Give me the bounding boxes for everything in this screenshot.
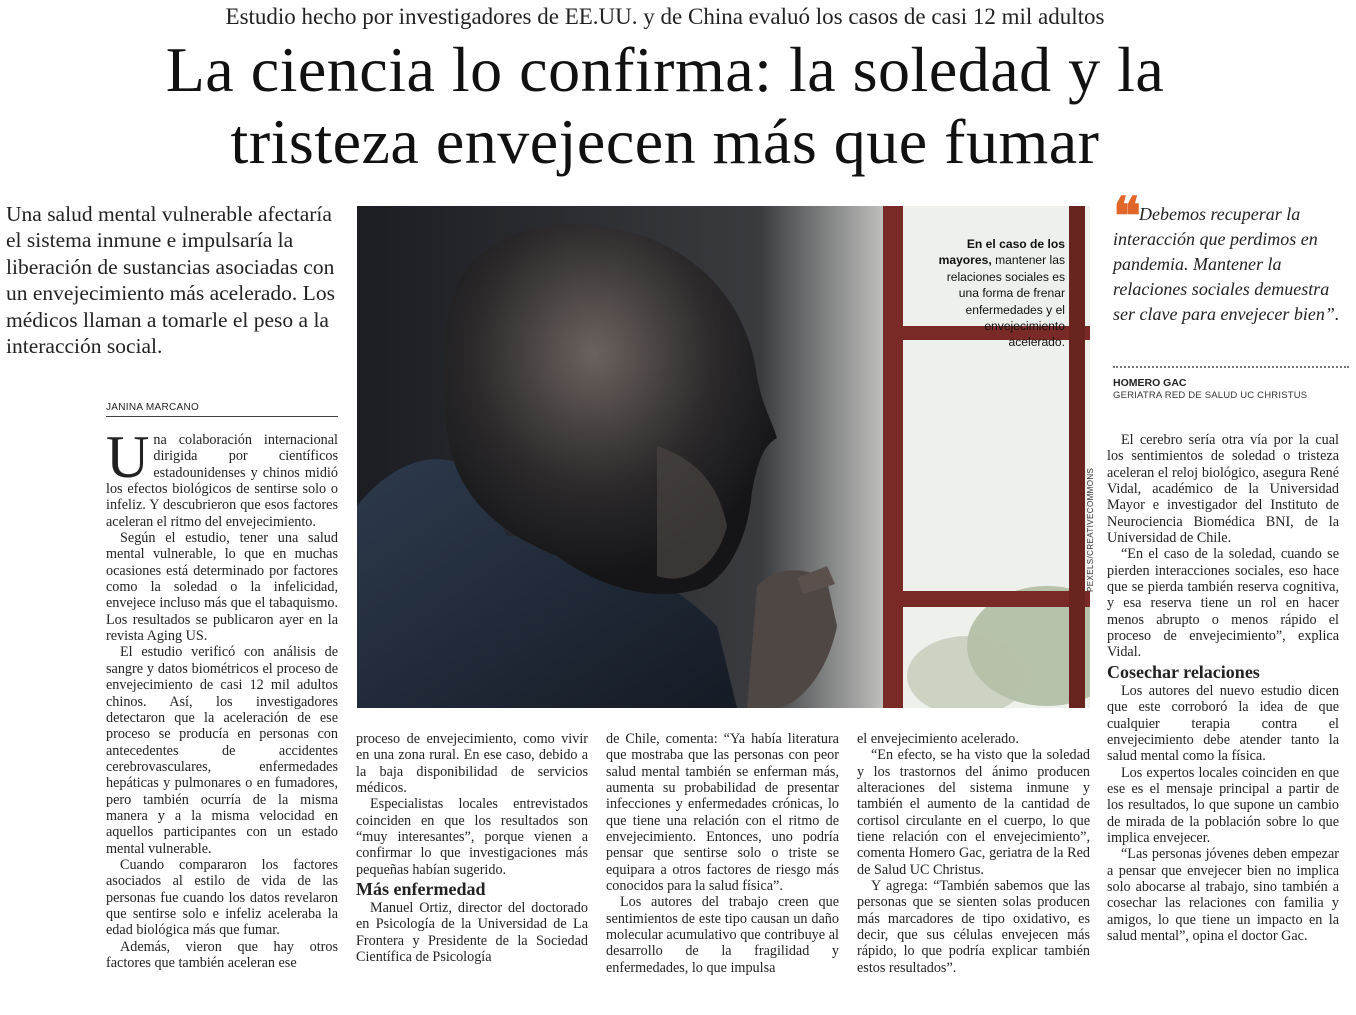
kicker: Estudio hecho por investigadores de EE.UU. y de China evaluó los casos de casi 12 mil adultos <box>225 4 1105 29</box>
subhead-cosechar-relaciones: Cosechar relaciones <box>1107 661 1260 682</box>
photo-credit: PEXELS/CREATIVECOMMONS <box>1086 467 1095 592</box>
paragraph: de Chile, comenta: “Ya había literatura que mostraba que las personas con peor salud mental también se enferman más, aumenta su probabilidad de presentar infecciones y enfermedades crónicas, lo que tiene una relación con el ritmo de envejecimiento. Entonces, uno podría pensar que sentirse solo o triste se equipara a otros factores de riesgo más conocidos para la salud física”. <box>606 731 839 895</box>
article-column-5 <box>1107 432 1339 997</box>
paragraph: Manuel Ortiz, director del doctorado en Psicología de la Universidad de La Frontera y Presidente de la Sociedad Científica de Psicología <box>356 900 588 966</box>
article-column-3 <box>606 731 839 997</box>
headline <box>0 34 1330 178</box>
quote-mark-icon: ❝ <box>1113 186 1135 247</box>
article-column-2 <box>356 731 588 997</box>
pull-quote <box>1113 186 1349 327</box>
byline-rule <box>106 416 338 417</box>
paragraph: Según el estudio, tener una salud mental vulnerable, lo que en muchas ocasiones está determinado por factores como la soledad o la infelicidad, envejece incluso más que el tabaquismo. Los resultados se publicaron ayer en la revista Aging US. <box>106 530 338 645</box>
paragraph: Además, vieron que hay otros factores que también aceleran ese <box>106 938 338 971</box>
lede: Una salud mental vulnerable afectaría el sistema inmune e impulsaría la liberación de sustancias asociadas con un envejecimiento más acelerado. Los médicos llaman a tomarle el peso a la interacción social. <box>6 202 335 359</box>
caption-lead: En el caso de los mayores, <box>938 237 1065 268</box>
paragraph: proceso de envejecimiento, como vivir en una zona rural. En ese caso, debido a la baja disponibilidad de servicios médicos. <box>356 731 588 797</box>
paragraph: Los expertos locales coinciden en que ese es el mensaje principal a partir de los resultados, lo que supone un cambio de mirada de la población sobre lo que implica envejecer. <box>1107 764 1339 846</box>
paragraph: Cuando compararon los factores asociados al estilo de vida de las personas fue cuando los datos revelaron que sentirse solo e infeliz aceleraba la edad biológica más que fumar. <box>106 856 338 939</box>
byline: JANINA MARCANO <box>106 402 200 413</box>
paragraph: Y agrega: “También sabemos que las personas que se sienten solas producen más marcadores de tipo oxidativo, es decir, que sus células envejecen más rápido, lo que podría explicar también estos resultados”. <box>857 878 1090 976</box>
paragraph: Los autores del nuevo estudio dicen que este corroboró la idea de que cualquier terapia contra el envejecimiento debe atender tanto la salud mental como la física. <box>1107 682 1339 765</box>
paragraph: “En efecto, se ha visto que la soledad y los trastornos del ánimo producen alteraciones del sistema inmune y también el aumento de la cantidad de cortisol circulante en el cuerpo, lo que tiene relación con el envejecimiento”, comenta Homero Gac, geriatra de la Red de Salud UC Christus. <box>857 747 1090 878</box>
pull-quote-role: GERIATRA RED DE SALUD UC CHRISTUS <box>1113 390 1308 401</box>
paragraph: El estudio verificó con análisis de sangre y datos biométricos el proceso de envejecimiento de casi 12 mil adultos chinos. Así, los investigadores detectaron que la aceleración de ese proceso se producía en personas con antecedentes de accidentes cerebrovasculares, enfermedades hepáticas y pulmonares o en fumadores, pero también ocurría de la misma manera y a la misma velocidad en aquellos participantes con un estado mental vulnerable. <box>106 644 338 857</box>
paragraph: Especialistas locales entrevistados coinciden en que los resultados son “muy interesantes”, porque vienen a confirmar lo que investigaciones más pequeñas habían sugerido. <box>356 796 588 878</box>
paragraph: “Las personas jóvenes deben empezar a pensar que envejecer bien no implica solo abocarse al trabajo, sino también a cosechar las relaciones con familia y amigos, lo que tiene un impacto en la salud mental”, opina el doctor Gac. <box>1107 846 1339 944</box>
caption-text: mantener las relaciones sociales es una forma de frenar enfermedades y el envejecimiento acelerado. <box>946 253 1065 350</box>
article-column-1 <box>106 432 338 997</box>
pull-quote-rule <box>1113 366 1349 368</box>
article-column-4 <box>857 731 1090 997</box>
paragraph: el envejecimiento acelerado. <box>857 731 1019 747</box>
paragraph: na colaboración internacional dirigida por científicos estadounidenses y chinos midió los efectos biológicos de sentirse solo o infeliz. Y descubrieron que esos factores aceleran el ritmo del envejecimiento. <box>106 432 338 530</box>
photo-caption <box>937 236 1065 351</box>
paragraph: Los autores del trabajo creen que sentimientos de este tipo causan un daño molecular acumulativo que contribuye al desarrollo de la fragilidad y enfermedades, lo que impulsa <box>606 894 839 976</box>
headline-line-1: La ciencia lo confirma: la soledad y la <box>165 34 1165 105</box>
pull-quote-name: HOMERO GAC <box>1113 377 1187 389</box>
paragraph: El cerebro sería otra vía por la cual los sentimientos de soledad o tristeza aceleran el reloj biológico, asegura René Vidal, académico de la Universidad Mayor e investigador del Instituto de Neurociencia Biomédica BNI, de la Universidad de Chile. <box>1107 432 1339 547</box>
subhead-mas-enfermedad: Más enfermedad <box>356 879 486 900</box>
pull-quote-text: Debemos recuperar la interacción que perdimos en pandemia. Mantener la relaciones sociales demuestra ser clave para envejecer bien”. <box>1113 204 1340 324</box>
headline-line-2: tristeza envejecen más que fumar <box>230 106 1100 177</box>
dropcap: U <box>106 432 150 490</box>
paragraph: “En el caso de la soledad, cuando se pierden interacciones sociales, eso hace que se pierda también reserva cognitiva, y esa reserva tiene un rol en hacer menos abrupto o menos rápido el proceso de envejecimiento”, explica Vidal. <box>1107 546 1339 661</box>
